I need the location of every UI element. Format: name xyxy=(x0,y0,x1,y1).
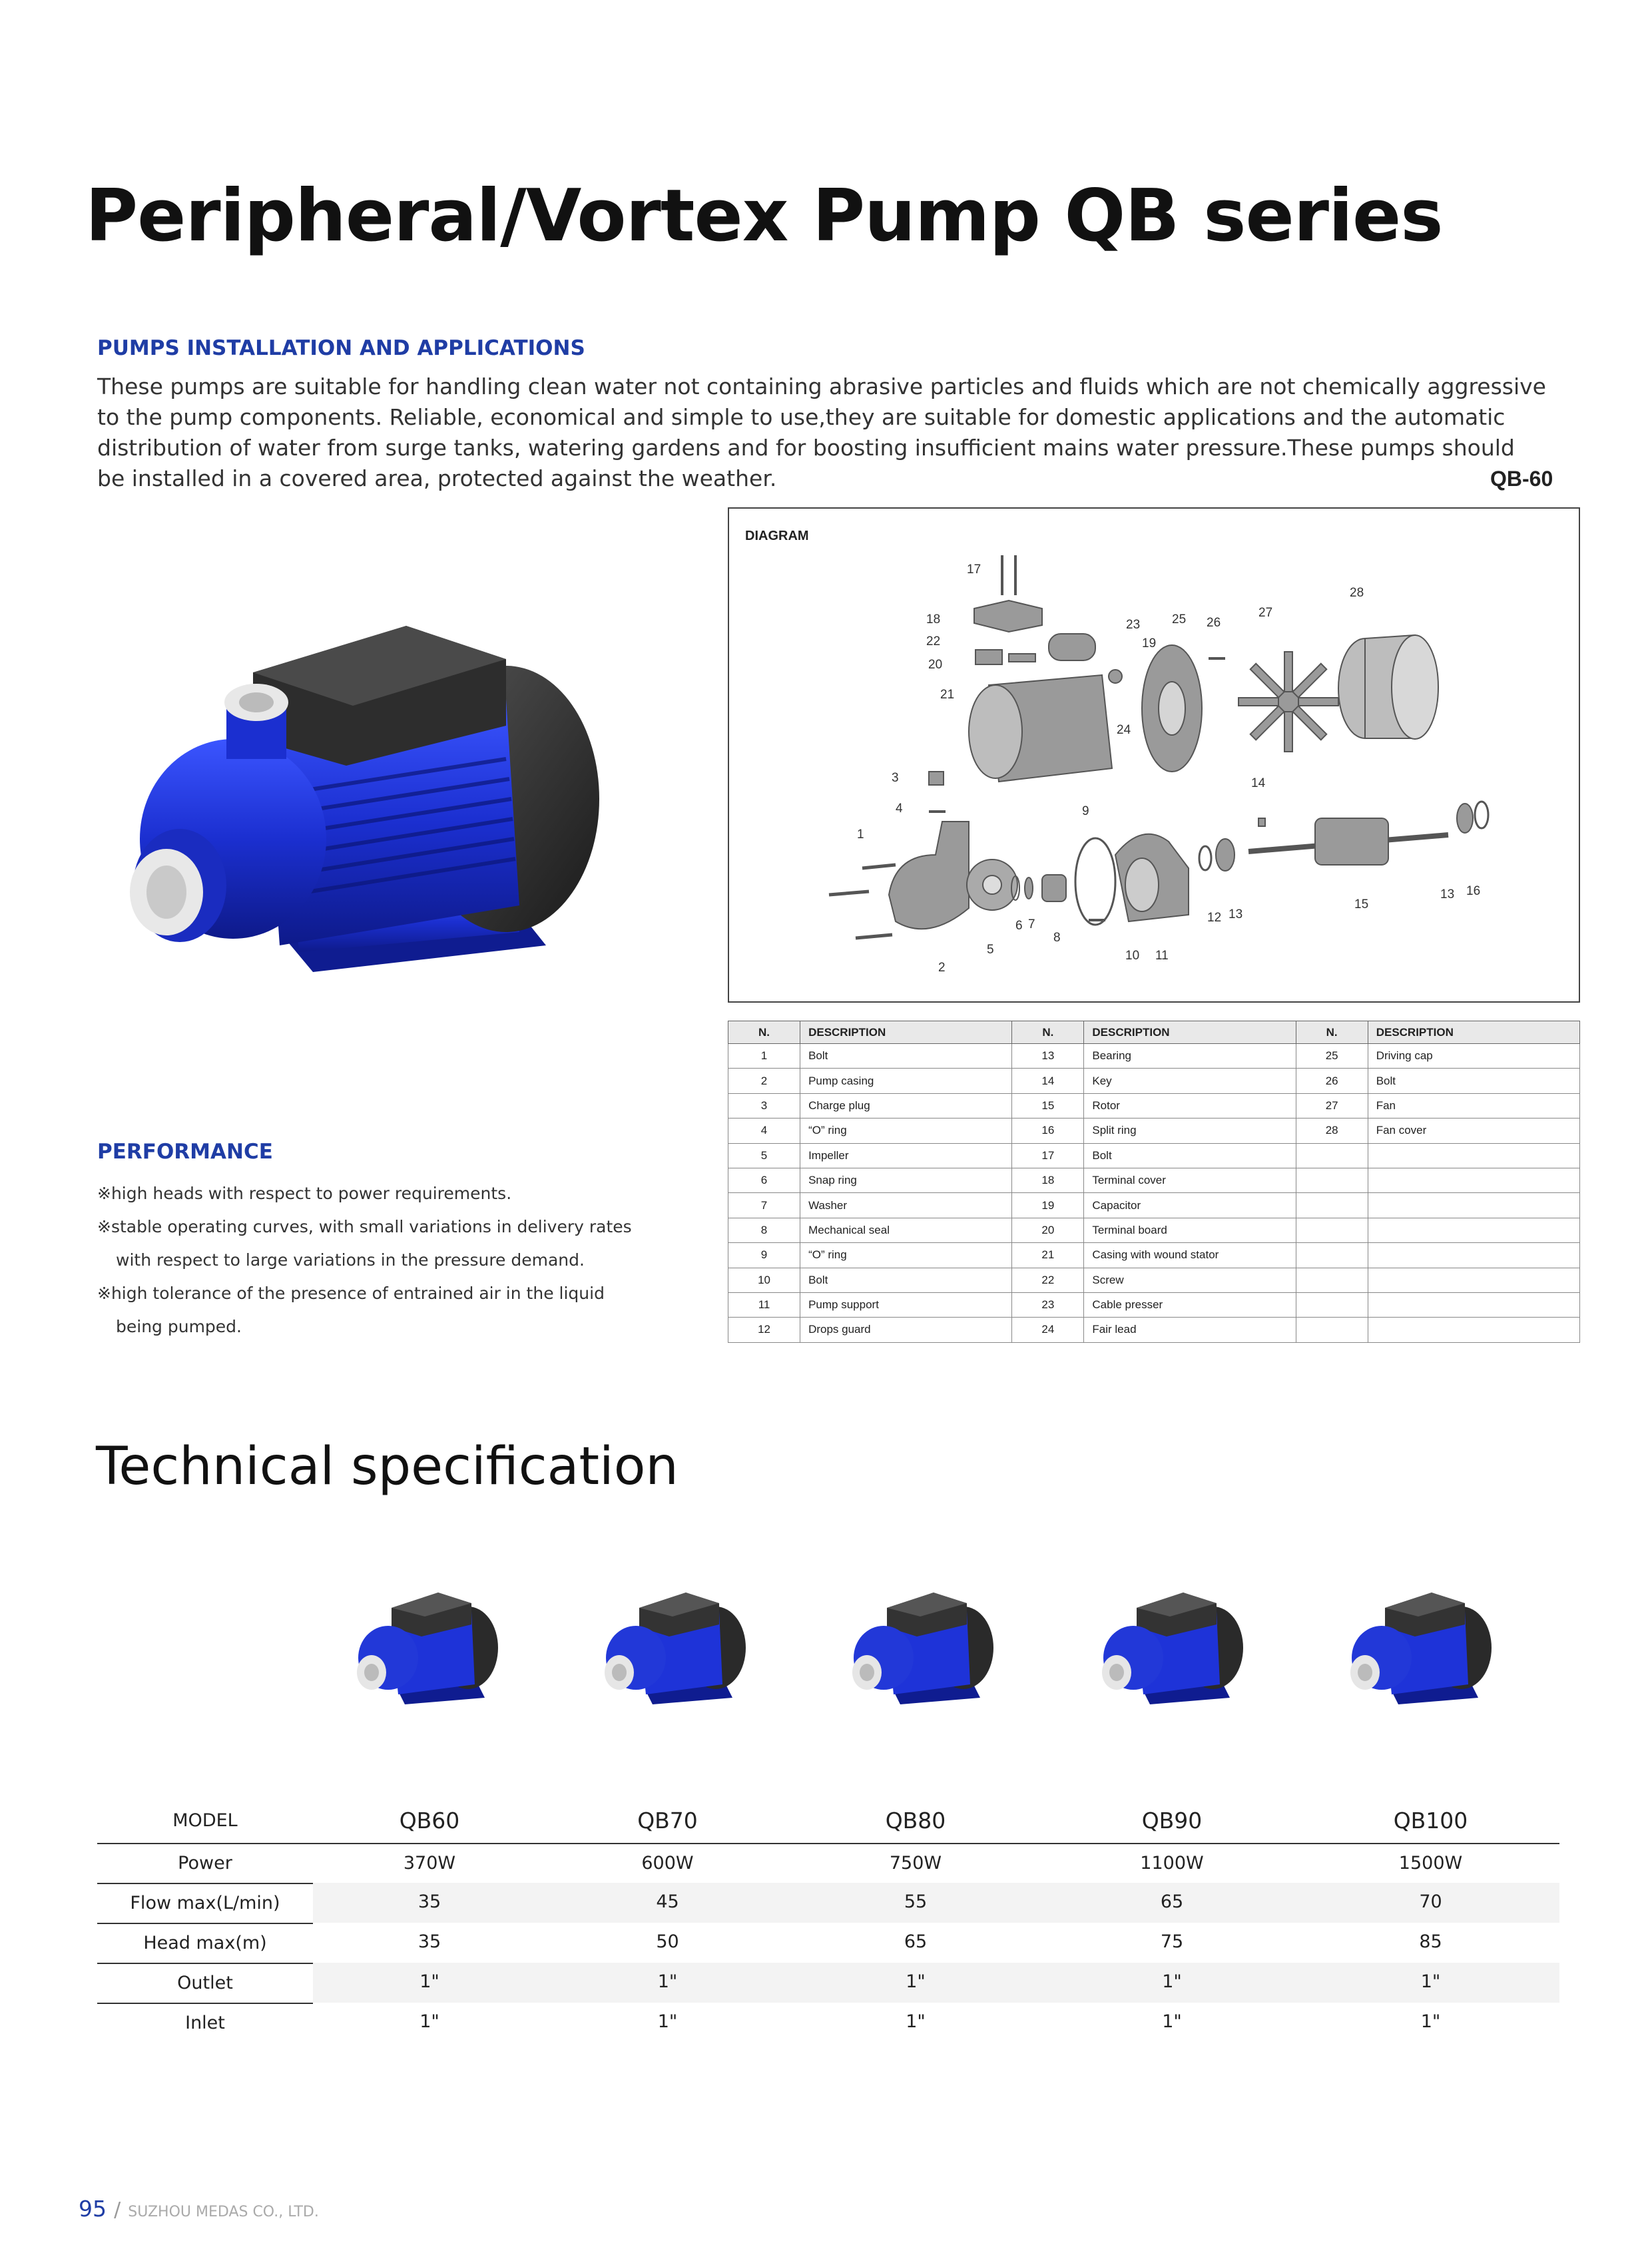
performance-item: with respect to large variations in the pressure demand. xyxy=(116,1250,585,1270)
part-description xyxy=(1368,1243,1579,1268)
callout-15: 15 xyxy=(1354,897,1369,911)
part-description xyxy=(1368,1318,1579,1342)
part-description: Bolt xyxy=(800,1044,1012,1069)
table-row xyxy=(728,1069,1580,1093)
part-number: 7 xyxy=(728,1193,800,1218)
spec-value: 1" xyxy=(789,1963,1042,2003)
spec-row-label: Power xyxy=(97,1843,313,1883)
callout-27: 27 xyxy=(1258,606,1273,620)
header-n: N. xyxy=(1296,1021,1368,1044)
part-number: 4 xyxy=(728,1119,800,1143)
spec-model: QB80 xyxy=(885,1807,946,1834)
table-row xyxy=(728,1093,1580,1118)
pump-thumbnail xyxy=(593,1585,752,1711)
part-description xyxy=(1368,1168,1579,1192)
spec-model: QB70 xyxy=(637,1807,698,1834)
parts-table-header xyxy=(728,1021,1580,1044)
spec-value: 1" xyxy=(546,1963,789,2003)
table-row xyxy=(728,1193,1580,1218)
part-description: Driving cap xyxy=(1368,1044,1579,1069)
part-description: Fan xyxy=(1368,1093,1579,1118)
page-number: 95 xyxy=(79,2196,107,2222)
part-number: 21 xyxy=(1012,1243,1084,1268)
parts-table xyxy=(728,1021,1580,1343)
callout-21: 21 xyxy=(940,688,955,702)
part-description: Bolt xyxy=(1368,1069,1579,1093)
callout-26: 26 xyxy=(1207,616,1221,630)
part-number xyxy=(1296,1292,1368,1317)
part-description: Fan cover xyxy=(1368,1119,1579,1143)
pump-thumbnail xyxy=(345,1585,505,1711)
part-number: 13 xyxy=(1012,1044,1084,1069)
spec-value: 1" xyxy=(1042,1963,1302,2003)
part-number: 25 xyxy=(1296,1044,1368,1069)
part-description: Charge plug xyxy=(800,1093,1012,1118)
spec-value: 370W xyxy=(313,1843,546,1883)
callout-17: 17 xyxy=(967,563,981,577)
part-number: 28 xyxy=(1296,1119,1368,1143)
table-row xyxy=(728,1218,1580,1242)
model-label: QB-60 xyxy=(1490,467,1553,491)
callout-12: 12 xyxy=(1207,911,1222,925)
part-description: Bolt xyxy=(800,1268,1012,1292)
header-n: N. xyxy=(728,1021,800,1044)
part-number: 15 xyxy=(1012,1093,1084,1118)
spec-value: 750W xyxy=(789,1843,1042,1883)
page-title: Peripheral/Vortex Pump QB series xyxy=(85,174,1443,258)
callout-20: 20 xyxy=(928,658,943,672)
callout-2: 2 xyxy=(938,961,946,975)
spec-row xyxy=(97,1843,1559,1883)
part-description xyxy=(1368,1193,1579,1218)
part-number: 17 xyxy=(1012,1143,1084,1168)
pump-thumbnail xyxy=(1338,1585,1498,1711)
spec-row-label: Head max(m) xyxy=(97,1923,313,1963)
part-description: Capacitor xyxy=(1084,1193,1296,1218)
callout-25: 25 xyxy=(1172,613,1187,626)
callout-16: 16 xyxy=(1466,884,1481,898)
spec-header-row xyxy=(97,1798,1559,1843)
part-description xyxy=(1368,1143,1579,1168)
part-number xyxy=(1296,1318,1368,1342)
callout-6: 6 xyxy=(1015,919,1023,933)
exploded-view-drawing xyxy=(729,509,1581,1004)
spec-value: 75 xyxy=(1160,1931,1184,1952)
table-row xyxy=(728,1168,1580,1192)
spec-value: 70 xyxy=(1302,1883,1559,1923)
callout-9: 9 xyxy=(1082,804,1089,818)
part-number xyxy=(1296,1143,1368,1168)
callout-13b: 13 xyxy=(1440,887,1455,901)
performance-item: ※high tolerance of the presence of entrained air in the liquid xyxy=(97,1284,605,1303)
header-description: DESCRIPTION xyxy=(1368,1021,1579,1044)
spec-value: 600W xyxy=(546,1843,789,1883)
performance-item: ※stable operating curves, with small variations in delivery rates xyxy=(97,1217,632,1236)
part-description: Cable presser xyxy=(1084,1292,1296,1317)
spec-value: 35 xyxy=(417,1931,441,1952)
part-number: 24 xyxy=(1012,1318,1084,1342)
spec-value: 1" xyxy=(906,2011,926,2032)
callout-4: 4 xyxy=(896,802,903,816)
part-number: 26 xyxy=(1296,1069,1368,1093)
callout-1: 1 xyxy=(857,828,864,842)
part-number: 8 xyxy=(728,1218,800,1242)
header-description: DESCRIPTION xyxy=(800,1021,1012,1044)
callout-18: 18 xyxy=(926,613,941,626)
part-number: 2 xyxy=(728,1069,800,1093)
part-number: 11 xyxy=(728,1292,800,1317)
spec-value: 65 xyxy=(1042,1883,1302,1923)
header-n: N. xyxy=(1012,1021,1084,1044)
part-number: 16 xyxy=(1012,1119,1084,1143)
spec-value: 1" xyxy=(1162,2011,1182,2032)
part-description xyxy=(1368,1218,1579,1242)
spec-model-label: MODEL xyxy=(172,1810,238,1831)
spec-value: 45 xyxy=(546,1883,789,1923)
callout-23: 23 xyxy=(1126,618,1141,632)
part-description: Split ring xyxy=(1084,1119,1296,1143)
diagram-label: DIAGRAM xyxy=(745,529,809,543)
callout-3: 3 xyxy=(892,771,899,785)
callout-5: 5 xyxy=(987,943,994,957)
table-row xyxy=(728,1243,1580,1268)
spec-value: 50 xyxy=(656,1931,679,1952)
part-number: 18 xyxy=(1012,1168,1084,1192)
part-number: 9 xyxy=(728,1243,800,1268)
pump-thumbnail xyxy=(1090,1585,1250,1711)
part-description: Snap ring xyxy=(800,1168,1012,1192)
part-description: Bolt xyxy=(1084,1143,1296,1168)
part-description: Screw xyxy=(1084,1268,1296,1292)
callout-19: 19 xyxy=(1142,636,1157,650)
part-number xyxy=(1296,1243,1368,1268)
spec-value: 1500W xyxy=(1302,1843,1559,1883)
callout-13: 13 xyxy=(1229,907,1243,921)
callout-8: 8 xyxy=(1053,931,1061,945)
part-description: Drops guard xyxy=(800,1318,1012,1342)
part-number: 10 xyxy=(728,1268,800,1292)
part-number: 1 xyxy=(728,1044,800,1069)
part-number: 22 xyxy=(1012,1268,1084,1292)
spec-row-label: Flow max(L/min) xyxy=(97,1883,313,1923)
table-row xyxy=(728,1143,1580,1168)
callout-10: 10 xyxy=(1125,949,1140,963)
company-name: SUZHOU MEDAS CO., LTD. xyxy=(128,2204,319,2220)
part-description: Fair lead xyxy=(1084,1318,1296,1342)
pump-thumbnail xyxy=(840,1585,1000,1711)
table-row xyxy=(728,1292,1580,1317)
part-number: 12 xyxy=(728,1318,800,1342)
callout-24: 24 xyxy=(1117,723,1131,737)
part-number: 19 xyxy=(1012,1193,1084,1218)
callout-28: 28 xyxy=(1350,586,1364,600)
spec-table xyxy=(97,1798,1559,2043)
part-number xyxy=(1296,1193,1368,1218)
spec-value: 55 xyxy=(789,1883,1042,1923)
spec-row xyxy=(97,1963,1559,2003)
footer xyxy=(79,2196,319,2222)
spec-row-label: Outlet xyxy=(97,1963,313,2003)
exploded-diagram xyxy=(728,507,1580,1003)
part-number xyxy=(1296,1268,1368,1292)
spec-value: 65 xyxy=(904,1931,928,1952)
table-row xyxy=(728,1268,1580,1292)
table-row xyxy=(728,1318,1580,1342)
spec-model: QB100 xyxy=(1393,1807,1468,1834)
part-description: “O” ring xyxy=(800,1243,1012,1268)
tech-spec-title: Technical specification xyxy=(96,1437,679,1497)
performance-heading: PERFORMANCE xyxy=(97,1140,273,1164)
part-description: Washer xyxy=(800,1193,1012,1218)
table-row xyxy=(728,1119,1580,1143)
callout-22: 22 xyxy=(926,634,941,648)
installation-heading: PUMPS INSTALLATION AND APPLICATIONS xyxy=(97,336,585,360)
spec-value: 1" xyxy=(313,1963,546,2003)
pump-image xyxy=(93,599,626,1012)
part-number xyxy=(1296,1218,1368,1242)
spec-value: 1" xyxy=(657,2011,678,2032)
part-description: Terminal board xyxy=(1084,1218,1296,1242)
part-number: 20 xyxy=(1012,1218,1084,1242)
part-number: 27 xyxy=(1296,1093,1368,1118)
footer-separator: / xyxy=(114,2198,121,2222)
spec-value: 1" xyxy=(1420,2011,1441,2032)
spec-row-label: Inlet xyxy=(97,2003,313,2043)
spec-value: 1" xyxy=(419,2011,439,2032)
part-number: 3 xyxy=(728,1093,800,1118)
spec-value: 1100W xyxy=(1042,1843,1302,1883)
part-description: Rotor xyxy=(1084,1093,1296,1118)
part-number: 23 xyxy=(1012,1292,1084,1317)
callout-11: 11 xyxy=(1155,949,1169,963)
header-description: DESCRIPTION xyxy=(1084,1021,1296,1044)
installation-text: These pumps are suitable for handling clean water not containing abrasive particles and fluids which are not chemically aggressive to the pump components. Reliable, economical and simple to use,they are suitable for domestic applications and the automatic distribution of water from surge tanks, watering gardens and for boosting insufficient mains water pressure.These pumps should be installed in a covered area, protected against the weather. xyxy=(97,374,1546,491)
spec-model: QB60 xyxy=(399,1807,460,1834)
part-description: Casing with wound stator xyxy=(1084,1243,1296,1268)
part-description: Terminal cover xyxy=(1084,1168,1296,1192)
spec-value: 35 xyxy=(313,1883,546,1923)
spec-value: 1" xyxy=(1302,1963,1559,2003)
performance-item: being pumped. xyxy=(116,1317,242,1336)
part-description xyxy=(1368,1292,1579,1317)
performance-list xyxy=(97,1177,632,1344)
spec-model: QB90 xyxy=(1141,1807,1203,1834)
part-number xyxy=(1296,1168,1368,1192)
part-number: 6 xyxy=(728,1168,800,1192)
part-description: Mechanical seal xyxy=(800,1218,1012,1242)
callout-14: 14 xyxy=(1251,776,1266,790)
spec-row xyxy=(97,2003,1559,2043)
part-description: Pump support xyxy=(800,1292,1012,1317)
spec-row xyxy=(97,1883,1559,1923)
callout-7: 7 xyxy=(1028,917,1035,931)
table-row xyxy=(728,1044,1580,1069)
performance-item: ※high heads with respect to power requirements. xyxy=(97,1184,512,1203)
part-description: “O” ring xyxy=(800,1119,1012,1143)
part-description: Pump casing xyxy=(800,1069,1012,1093)
part-description: Key xyxy=(1084,1069,1296,1093)
spec-row xyxy=(97,1923,1559,1963)
part-description xyxy=(1368,1268,1579,1292)
part-number: 14 xyxy=(1012,1069,1084,1093)
spec-value: 85 xyxy=(1419,1931,1442,1952)
part-number: 5 xyxy=(728,1143,800,1168)
part-description: Bearing xyxy=(1084,1044,1296,1069)
part-description: Impeller xyxy=(800,1143,1012,1168)
